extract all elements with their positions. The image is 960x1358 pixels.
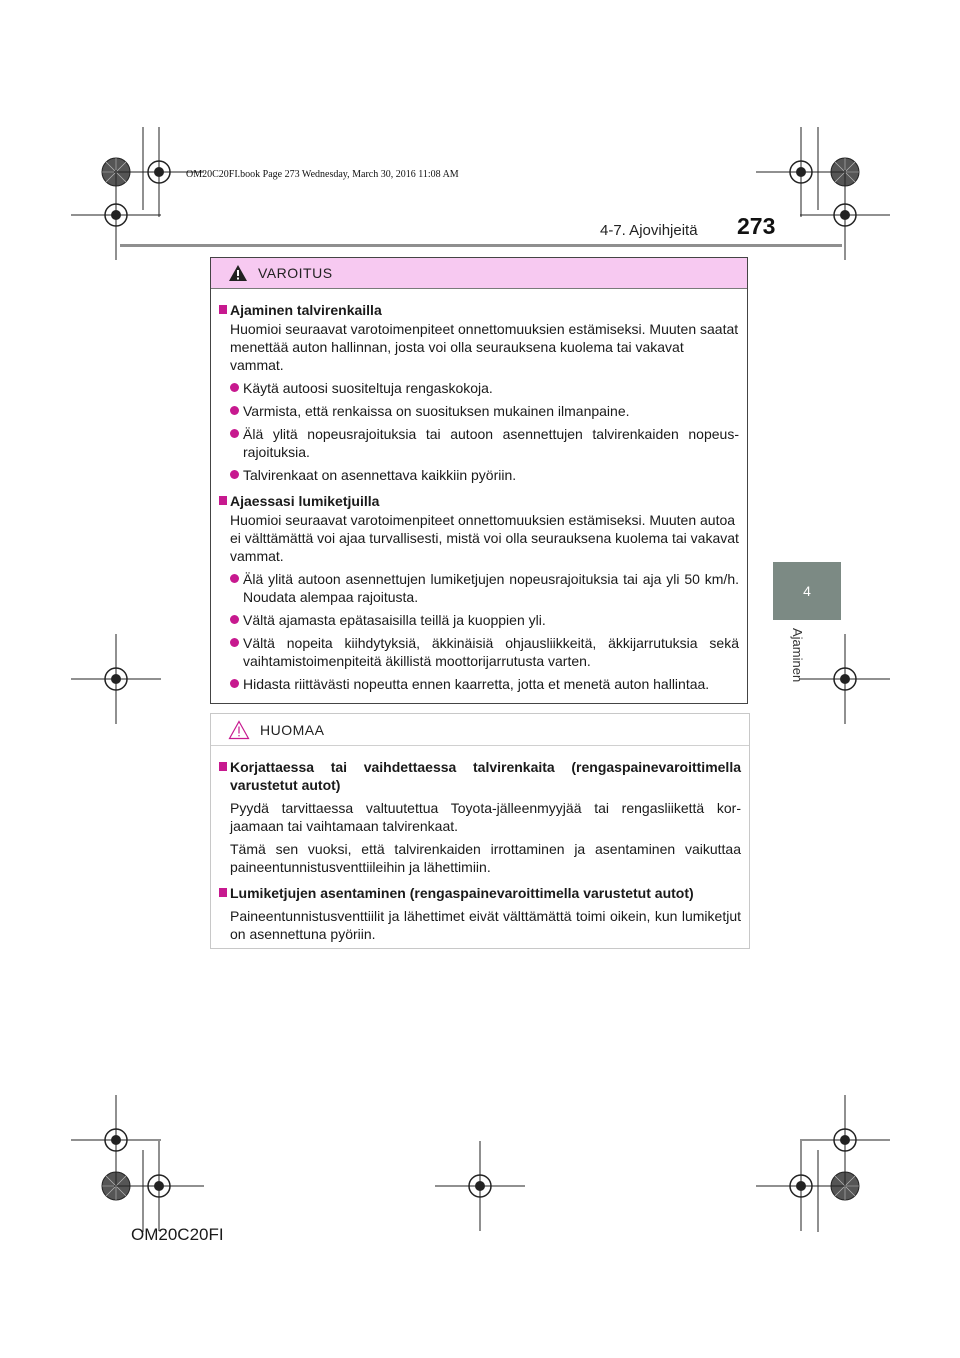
list-item — [219, 611, 739, 629]
crosshair-mark-icon — [756, 127, 846, 217]
square-bullet-icon — [219, 762, 227, 771]
square-bullet-icon — [219, 888, 227, 897]
list-item-text: Käytä autoosi suositeltuja rengaskokoja. — [243, 380, 493, 396]
crosshair-mark-icon — [800, 1095, 890, 1185]
warning-section-heading — [219, 301, 739, 319]
list-item-text: Älä ylitä autoon asennettujen lumiketjujen nopeusrajoituksia tai aja yli 50 km/h. Noudata alempaa rajoitusta. — [243, 571, 739, 605]
header-divider — [120, 244, 842, 247]
round-bullet-icon — [230, 383, 239, 392]
list-item — [219, 466, 739, 484]
notice-box — [210, 713, 750, 949]
crosshair-mark-icon — [756, 1141, 846, 1231]
warning-header — [211, 258, 747, 289]
list-item — [219, 570, 739, 606]
square-bullet-icon — [219, 305, 227, 314]
list-item-text: Vältä nopeita kiihdytyksiä, äkkinäisiä ohjausliikkeitä, äkkijarrutuksia sekä vaihtamistoimenpiteitä äkillistä moottorijarrutusta varten. — [243, 635, 739, 669]
notice-section-heading — [219, 884, 741, 902]
list-item-text: Älä ylitä nopeusrajoituksia tai autoon asennettujen talvirenkaiden nopeus-rajoituksia. — [243, 426, 739, 460]
chapter-tab-number: 4 — [803, 583, 811, 599]
heading-text: Ajaessasi lumiketjuilla — [230, 493, 380, 509]
crosshair-mark-icon — [71, 634, 161, 724]
warning-section-intro: Huomioi seuraavat varotoimenpiteet onnettomuuksien estämiseksi. Muuten autoa ei välttämättä voi ajaa turvallisesti, mistä voi olla seurauksena kuolema tai vakavat vammat. — [230, 512, 739, 564]
warning-section-heading — [219, 492, 739, 510]
list-item-text: Hidasta riittävästi nopeutta ennen kaarretta, jotta et menetä auton hallintaa. — [243, 676, 710, 692]
round-bullet-icon — [230, 470, 239, 479]
heading-text: Lumiketjujen asentaminen (rengaspainevaroittimella varustetut autot) — [230, 885, 694, 901]
notice-title: HUOMAA — [260, 721, 325, 738]
notice-paragraph: Paineentunnistusventtiilit ja lähettimet eivät välttämättä toimi oikein, kun lumiketjut on asennettuna pyöriin. — [230, 908, 741, 942]
section-title: 4-7. Ajovihjeitä — [600, 222, 698, 239]
chapter-tab-label: Ajaminen — [790, 628, 805, 683]
warning-content — [211, 289, 747, 693]
heading-text: Ajaminen talvirenkailla — [230, 302, 382, 318]
list-item — [219, 379, 739, 397]
list-item — [219, 425, 739, 461]
chapter-tab — [773, 562, 841, 620]
list-item-text: Vältä ajamasta epätasaisilla teillä ja kuoppien yli. — [243, 612, 546, 628]
heading-text: Korjattaessa tai vaihdettaessa talvirenkaita (rengaspainevaroittimella varustetut autot) — [230, 759, 741, 793]
manual-code: OM20C20FI — [131, 1225, 224, 1244]
warning-triangle-icon — [228, 264, 248, 282]
crosshair-mark-icon — [800, 634, 890, 724]
book-print-line: OM20C20FI.book Page 273 Wednesday, March 30, 2016 11:08 AM — [186, 169, 459, 180]
page-number: 273 — [737, 213, 776, 239]
crosshair-mark-icon — [71, 1095, 161, 1185]
warning-section-intro: Huomioi seuraavat varotoimenpiteet onnettomuuksien estämiseksi. Muuten saatat menettää auton hallinnan, josta voi olla seurauksena kuolema tai vakavat vammat. — [230, 321, 739, 373]
notice-section-heading — [219, 758, 741, 794]
round-bullet-icon — [230, 615, 239, 624]
list-item — [219, 634, 739, 670]
round-bullet-icon — [230, 429, 239, 438]
notice-paragraph: Tämä sen vuoksi, että talvirenkaiden irrottaminen ja asentaminen vaikuttaa paineentunnistusventtiileihin ja lähettimiin. — [230, 841, 741, 875]
list-item-text: Varmista, että renkaissa on suosituksen mukainen ilmanpaine. — [243, 403, 630, 419]
crosshair-mark-icon — [114, 1141, 204, 1231]
caution-outline-icon — [228, 720, 250, 740]
round-bullet-icon — [230, 638, 239, 647]
round-bullet-icon — [230, 406, 239, 415]
list-item — [219, 402, 739, 420]
crosshair-mark-icon — [435, 1141, 525, 1231]
list-item-text: Talvirenkaat on asennettava kaikkiin pyöriin. — [243, 467, 517, 483]
warning-title: VAROITUS — [258, 265, 333, 281]
list-item — [219, 675, 739, 693]
notice-content — [211, 746, 749, 943]
round-bullet-icon — [230, 679, 239, 688]
notice-header — [211, 714, 749, 746]
warning-box — [210, 257, 748, 704]
round-bullet-icon — [230, 574, 239, 583]
notice-paragraph: Pyydä tarvittaessa valtuutettua Toyota-jälleenmyyjää tai rengasliikettä kor-jaamaan tai vaihtamaan talvirenkaat. — [230, 800, 741, 834]
square-bullet-icon — [219, 496, 227, 505]
